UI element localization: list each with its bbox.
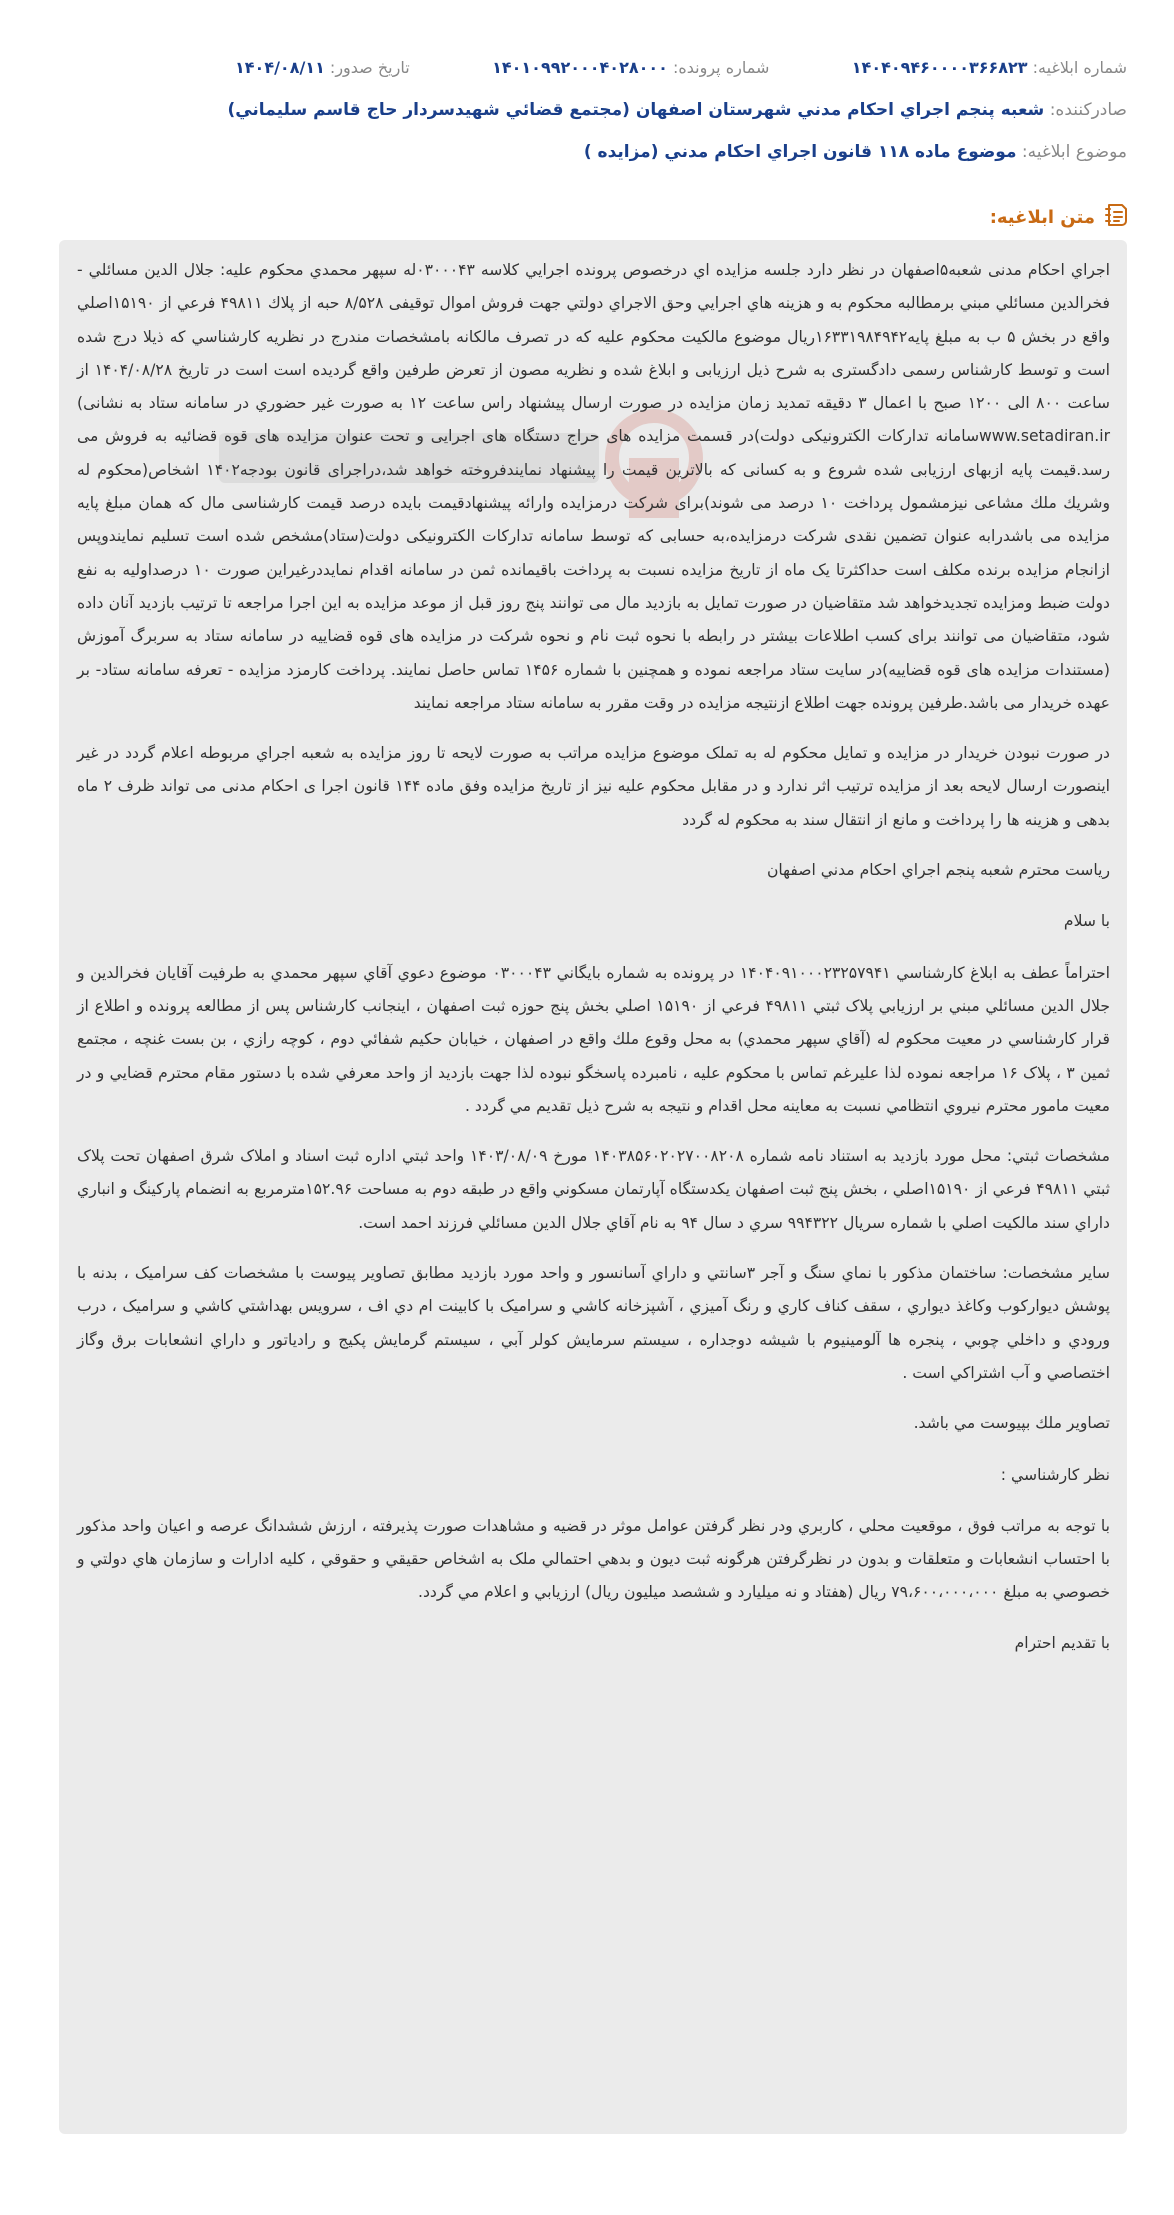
notice-paragraph-11: با تقديم احترام xyxy=(1014,1633,1110,1652)
notice-number-label: شماره ابلاغیه: xyxy=(1032,58,1127,77)
notice-heading xyxy=(990,201,1131,234)
document-text-icon xyxy=(1103,201,1131,234)
notice-number xyxy=(852,58,1127,77)
notice-number-value: ۱۴۰۴۰۹۴۶۰۰۰۰۳۶۶۸۲۳ xyxy=(851,58,1028,77)
subject-line xyxy=(58,142,1127,162)
notice-paragraph-3: رياست محترم شعبه پنجم اجراي احكام مدني اصفهان xyxy=(766,861,1110,880)
notice-paragraph-8: تصاوير ملك بپيوست مي باشد. xyxy=(913,1414,1110,1433)
case-number-label: شماره پرونده: xyxy=(672,58,770,77)
notice-content-box xyxy=(59,240,1127,2134)
notice-heading-label: متن ابلاغیه: xyxy=(989,207,1095,228)
notice-paragraph-6: مشخصات ثبتي: محل مورد بازديد به استناد نامه شماره ۱۴۰۳۸۵۶۰۲۰۲۷۰۰۸۲۰۸ مورخ ۱۴۰۳/۰۸/۰۹ واحد ثبتي اداره ثبت اسناد و املاک شرق اصفهان تحت پلاک ثبتي ۴۹۸۱۱ فرعي از ۱۵۱۹۰اصلي ، بخش پنج ثبت اصفهان يكدستگاه آپارتمان مسكوني واقع در طبقه دوم به مساحت ۱۵۲.۹۶مترمربع به انضمام پاركينگ و انباري داراي سند مالكيت اصلي با شماره سريال ۹۹۴۳۲۲ سري د سال ۹۴ به نام آقاي جلال الدين مسائلي فرزند احمد است. xyxy=(77,1147,1110,1232)
issue-date-label: تاریخ صدور: xyxy=(329,58,410,77)
header-meta-row xyxy=(235,58,1127,77)
notice-paragraph-2: در صورت نبودن خريدار در مزايده و تمايل محكوم له به تملک موضوع مزايده مراتب به صورت لايحه تا روز مزايده به شعبه اجراي مربوطه اعلام گردد در غير اينصورت ارسال لايحه بعد از مزايده ترتيب اثر ندارد و در مقابل محكوم عليه نيز از تاريخ مزايده وفق ماده ۱۴۴ قانون اجرا ى احكام مدنى مى تواند ظرف ۲ ماه بدهى و هزينه ها را پرداخت و مانع از انتقال سند به محكوم له گردد xyxy=(77,744,1110,829)
notice-paragraph-9: نظر كارشناسي : xyxy=(1000,1465,1110,1484)
notice-paragraph-4: با سلام xyxy=(1063,912,1110,931)
notice-paragraph-5: احتراماً عطف به ابلاغ كارشناسي ۱۴۰۴۰۹۱۰۰۰۲۳۲۵۷۹۴۱ در پرونده به شماره بايگاني ۰۳۰۰۰۴۳ موضوع دعوي آقاي سپهر محمدي به طرفيت آقايان فخرالدين و جلال الدين مسائلي مبني بر ارزيابي پلاک ثبتي ۴۹۸۱۱ فرعي از ۱۵۱۹۰ اصلي بخش پنج حوزه ثبت اصفهان ، اينجانب كارشناس پس از مطالعه پرونده و اطلاع از قرار كارشناسي در معيت محكوم له (آقاي سپهر محمدي) به محل وقوع ملك واقع در اصفهان ، خيابان حكيم شفائي دوم ، كوچه رازي ، بن بست غنچه ، مجتمع ثمين ۳ ، پلاک ۱۶ مراجعه نموده لذا عليرغم تماس با محكوم عليه ، نامبرده پاسخگو نبوده لذا جهت بازديد از واحد معرفي شده با دستور مقام محترم قضايي و در معيت مامور محترم نيروي انتظامي نسبت به معاينه محل اقدام و نتيجه به شرح ذيل تقديم مي گردد . xyxy=(77,963,1111,1115)
issue-date xyxy=(235,58,410,77)
subject-value: موضوع ماده ۱۱۸ قانون اجراي احكام مدني (مزايده ) xyxy=(583,142,1017,162)
sender-line xyxy=(58,100,1127,120)
notice-paragraph-7: ساير مشخصات: ساختمان مذكور با نماي سنگ و آجر ۳سانتي و داراي آسانسور و واحد مورد بازديد مطابق تصاوير پيوست با مشخصات كف سراميک ، بدنه با پوشش ديواركوب وكاغذ ديواري ، سقف كناف كاري و رنگ آميزي ، آشپزخانه كاشي و سراميک با كابينت ام دي اف ، سرويس بهداشتي كاشي و سراميک ، درب ورودي و داخلي چوبي ، پنجره ها آلومينيوم با شيشه دوجداره ، سيستم سرمايش كولر آبي ، سيستم گرمايش پكيج و رادياتور و داراي انشعابات برق وگاز اختصاصي و آب اشتراكي است . xyxy=(77,1264,1110,1382)
notice-paragraph-10: با توجه به مراتب فوق ، موقعيت محلي ، كاربري ودر نظر گرفتن عوامل موثر در قضيه و مشاهدات صورت پذيرفته ، ارزش ششدانگ عرصه و اعيان واحد مذكور با احتساب انشعابات و متعلقات و بدون در نظرگرفتن هرگونه ثبت ديون و بدهي احتمالي ملک به اشخاص حقيقي و حقوقي ، كليه ادارات و سازمان هاي دولتي و خصوصي به مبلغ ۷۹،۶۰۰،۰۰۰،۰۰۰ ريال (هفتاد و نه ميليارد و ششصد ميليون ريال) ارزيابي و اعلام مي گردد. xyxy=(77,1516,1110,1602)
sender-value: شعبه پنجم اجراي احكام مدني شهرستان اصفهان (مجتمع قضائي شهيدسردار حاج قاسم سليماني) xyxy=(227,100,1045,120)
subject-label: موضوع ابلاغیه: xyxy=(1021,142,1127,162)
issue-date-value: ۱۴۰۴/۰۸/۱۱ xyxy=(235,58,325,77)
sender-label: صادرکننده: xyxy=(1049,100,1127,120)
case-number xyxy=(492,58,769,77)
notice-paragraph-1: اجراي احكام مدنى شعبه۵اصفهان در نظر دارد جلسه مزايده اي درخصوص پرونده اجرايي كلاسه ۰۳۰۰۰۴۳له سپهر محمدي محكوم عليه: جلال الدين مسائلي - فخرالدين مسائلي مبني برمطالبه محكوم به و هزينه هاي اجرايي وحق الاجراي دولتي جهت فروش اموال توقيفى ۸/۵۲۸ حبه از پلاك ۴۹۸۱۱ فرعي از ۱۵۱۹۰اصلي واقع در بخش ۵ ب به مبلغ پايه۱۶۳۳۱۹۸۴۹۴۲ريال موضوع مالكيت محكوم عليه كه در تصرف مالكانه بامشخصات مندرج در نظريه كارشناسي كه ذيلا درج شده است و توسط كارشناس رسمى دادگسترى به شرح ذيل ارزيابى و ابلاغ شده و نظريه مصون از تعرض طرفين واقع گرديده است است در تاريخ ۱۴۰۴/۰۸/۲۸ از ساعت ۸۰۰ الى ۱۲۰۰ صبح با اعمال ۳ دقيقه تمديد زمان مزايده در صورت ارسال پيشنهاد راس ساعت ۱۲ به صورت غير حضوري در سامانه ستاد به نشانى) www.setadiran.irسامانه تداركات الكترونيكى دولت)در قسمت مزايده هاى حراج دستگاه هاى اجرايى و تحت عنوان مزايده هاى قوه قضائيه به فروش مى رسد.قيمت پايه ازبهاى ارزيابى شده شروع و به كسانى كه بالاترين قيمت را پيشنهاد نمايندفروخته خواهد شد،دراجراى قانون بودجه۱۴۰۲ اشخاص(محكوم له وشريك ملك مشاعى نيزمشمول پرداخت ۱۰ درصد مى شوند)براى شركت درمزايده وارائه پيشنهادقيمت بايده درصد قيمت كارشناسى مال كه همان مبلغ پايه مزايده مى باشدرابه عنوان تضمين نقدى شركت درمزايده،به حسابى كه توسط سامانه تداركات الكترونيكى دولت(ستاد)مشخص شده است تسليم نمايندوپس ازانجام مزايده برنده مكلف است حداكثرتا يک ماه از تاريخ مزايده نسبت به پرداخت باقيمانده ثمن در سامانه اقدام نمايددرغيراين صورت ۱۰ درصداوليه به نفع دولت ضبط ومزايده تجديدخواهد شد متقاضيان در صورت تمايل به بازديد مال مى توانند پنج روز قبل از موعد مزايده به اين اجرا مراجعه تا ترتيب بازديد آنان داده شود، متقاضيان مى توانند براى كسب اطلاعات بيشتر در رابطه با نحوه ثبت نام و نحوه شركت در مزايده هاى قوه قضاييه در سامانه ستاد به سربرگ آموزش (مستندات مزايده هاى قوه قضاييه)در سايت ستاد مراجعه نموده و همچنين با شماره ۱۴۵۶ تماس حاصل نمايند. پرداخت كارمزد مزايده - تعرفه سامانه ستاد- بر عهده خريدار مى باشد.طرفين پرونده جهت اطلاع ازنتيجه مزايده در وقت مقرر به سامانه ستاد مراجعه نمايند xyxy=(77,261,1111,712)
case-number-value: ۱۴۰۱۰۹۹۲۰۰۰۴۰۲۸۰۰۰ xyxy=(492,58,668,77)
